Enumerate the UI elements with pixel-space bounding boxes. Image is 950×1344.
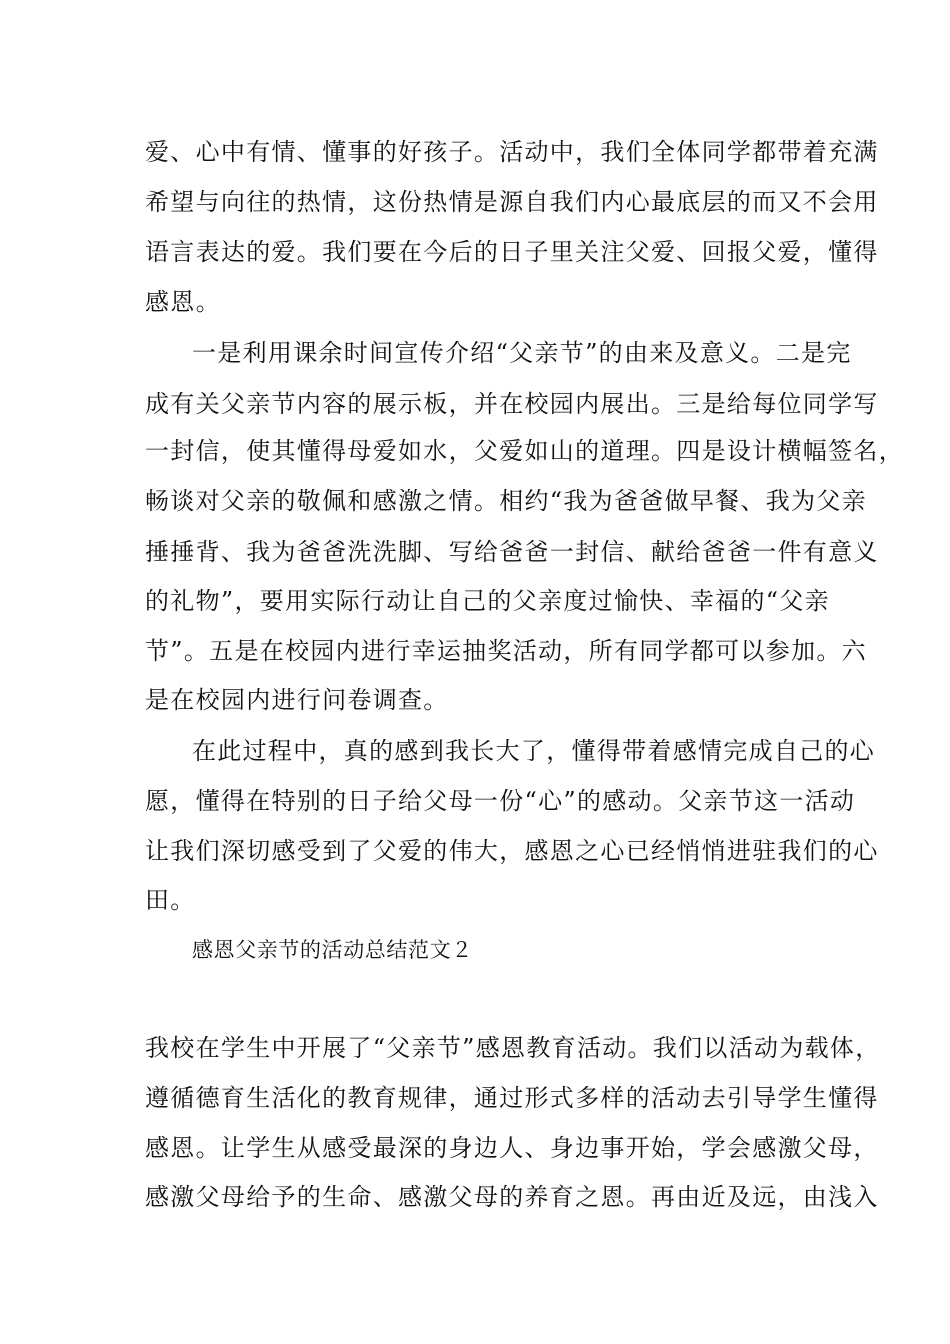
paragraph-3-line-3: 让我们深切感受到了父爱的伟大，感恩之心已经悄悄进驻我们的心 bbox=[145, 837, 879, 865]
paragraph-1-line-3: 语言表达的爱。我们要在今后的日子里关注父爱、回报父爱，懂得 bbox=[145, 238, 879, 266]
paragraph-3-line-4: 田。 bbox=[145, 886, 196, 914]
section-title: 感恩父亲节的活动总结范文２ bbox=[192, 938, 473, 962]
paragraph-2-line-5: 捶捶背、我为爸爸洗洗脚、写给爸爸一封信、献给爸爸一件有意义 bbox=[145, 538, 879, 566]
paragraph-3-line-2: 愿，懂得在特别的日子给父母一份“心”的感动。父亲节这一活动 bbox=[145, 787, 856, 815]
paragraph-2-line-4: 畅谈对父亲的敬佩和感激之情。相约“我为爸爸做早餐、我为父亲 bbox=[145, 487, 867, 515]
paragraph-4-line-1: 我校在学生中开展了“父亲节”感恩教育活动。我们以活动为载体， bbox=[145, 1034, 881, 1062]
paragraph-2-line-2: 成有关父亲节内容的展示板，并在校园内展出。三是给每位同学写 bbox=[145, 390, 879, 418]
paragraph-4-line-2: 遵循德育生活化的教育规律，通过形式多样的活动去引导学生懂得 bbox=[145, 1084, 879, 1112]
paragraph-1-line-1: 爱、心中有情、懂事的好孩子。活动中，我们全体同学都带着充满 bbox=[145, 138, 879, 166]
paragraph-1-line-4: 感恩。 bbox=[145, 288, 221, 316]
paragraph-4-line-3: 感恩。让学生从感受最深的身边人、身边事开始，学会感激父母， bbox=[145, 1134, 879, 1162]
paragraph-1-line-2: 希望与向往的热情，这份热情是源自我们内心最底层的而又不会用 bbox=[145, 188, 879, 216]
paragraph-2-line-8: 是在校园内进行问卷调查。 bbox=[145, 686, 449, 714]
paragraph-2-line-3: 一封信，使其懂得母爱如水，父爱如山的道理。四是设计横幅签名， bbox=[145, 437, 904, 465]
paragraph-2-line-6: 的礼物”，要用实际行动让自己的父亲度过愉快、幸福的“父亲 bbox=[145, 587, 830, 615]
paragraph-2-line-1: 一是利用课余时间宣传介绍“父亲节”的由来及意义。二是完 bbox=[192, 339, 852, 367]
paragraph-2-line-7: 节”。五是在校园内进行幸运抽奖活动，所有同学都可以参加。六 bbox=[145, 637, 867, 665]
paragraph-4-line-4: 感激父母给予的生命、感激父母的养育之恩。再由近及远，由浅入 bbox=[145, 1183, 879, 1211]
paragraph-3-line-1: 在此过程中，真的感到我长大了，懂得带着感情完成自己的心 bbox=[192, 737, 876, 765]
